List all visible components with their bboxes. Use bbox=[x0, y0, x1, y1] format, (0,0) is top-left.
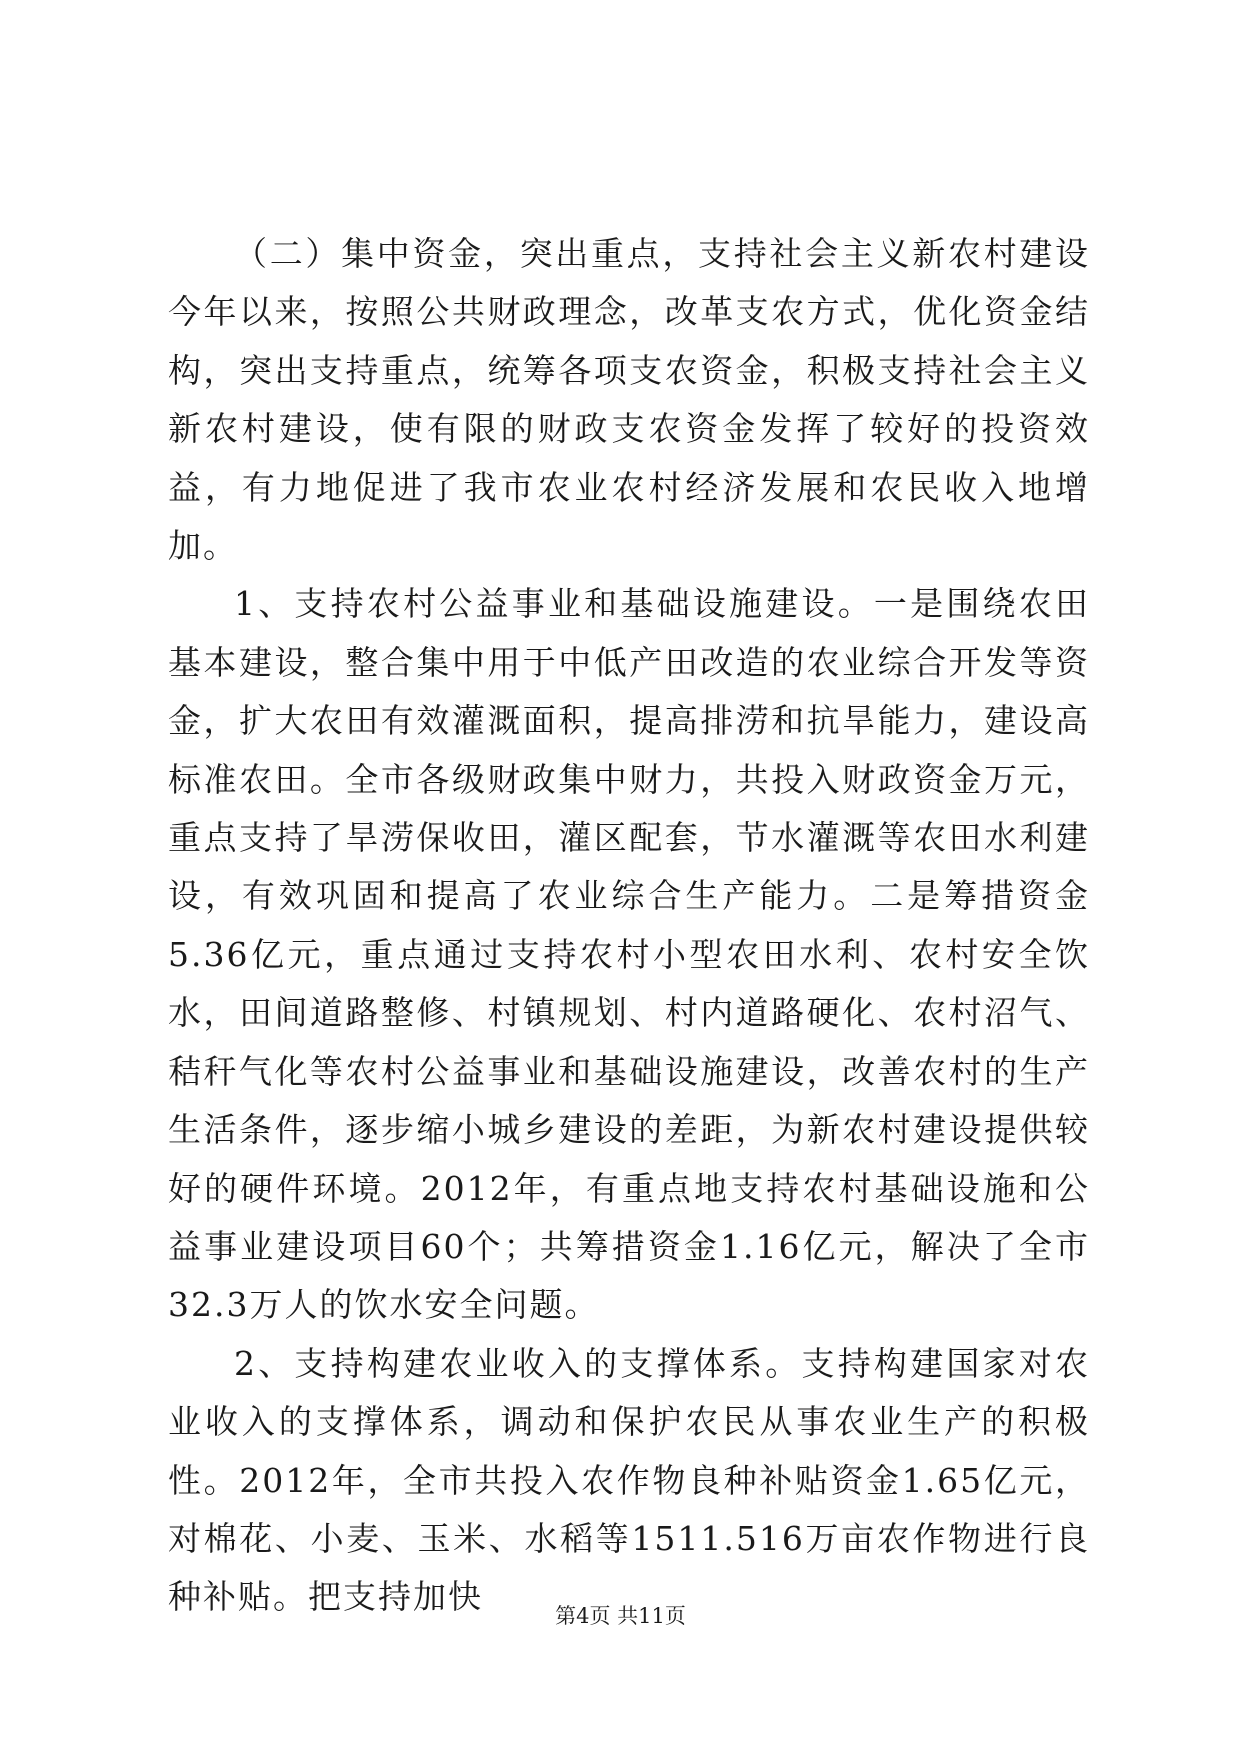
document-body bbox=[168, 225, 1090, 1627]
paragraph-section-2: （二）集中资金，突出重点，支持社会主义新农村建设今年以来，按照公共财政理念，改革支农方式，优化资金结构，突出支持重点，统筹各项支农资金，积极支持社会主义新农村建设，使有限的财政支农资金发挥了较好的投资效益，有力地促进了我市农业农村经济发展和农民收入地增加。 bbox=[168, 234, 1090, 566]
paragraph-item-2: 2、支持构建农业收入的支撑体系。支持构建国家对农业收入的支撑体系，调动和保护农民从事农业生产的积极性。2012年，全市共投入农作物良种补贴资金1.65亿元，对棉花、小麦、玉米、水稻等1511.516万亩农作物进行良种补贴。把支持加快 bbox=[168, 1343, 1090, 1617]
page-footer: 第4页 共11页 bbox=[555, 1604, 686, 1628]
paragraph-item-1: 1、支持农村公益事业和基础设施建设。一是围绕农田基本建设，整合集中用于中低产田改造的农业综合开发等资金，扩大农田有效灌溉面积，提高排涝和抗旱能力，建设高标准农田。全市各级财政集中财力，共投入财政资金万元，重点支持了旱涝保收田，灌区配套，节水灌溉等农田水利建设，有效巩固和提高了农业综合生产能力。二是筹措资金5.36亿元，重点通过支持农村小型农田水利、农村安全饮水，田间道路整修、村镇规划、村内道路硬化、农村沼气、秸秆气化等农村公益事业和基础设施建设，改善农村的生产生活条件，逐步缩小城乡建设的差距，为新农村建设提供较好的硬件环境。2012年，有重点地支持农村基础设施和公益事业建设项目60个；共筹措资金1.16亿元，解决了全市32.3万人的饮水安全问题。 bbox=[168, 584, 1090, 1325]
